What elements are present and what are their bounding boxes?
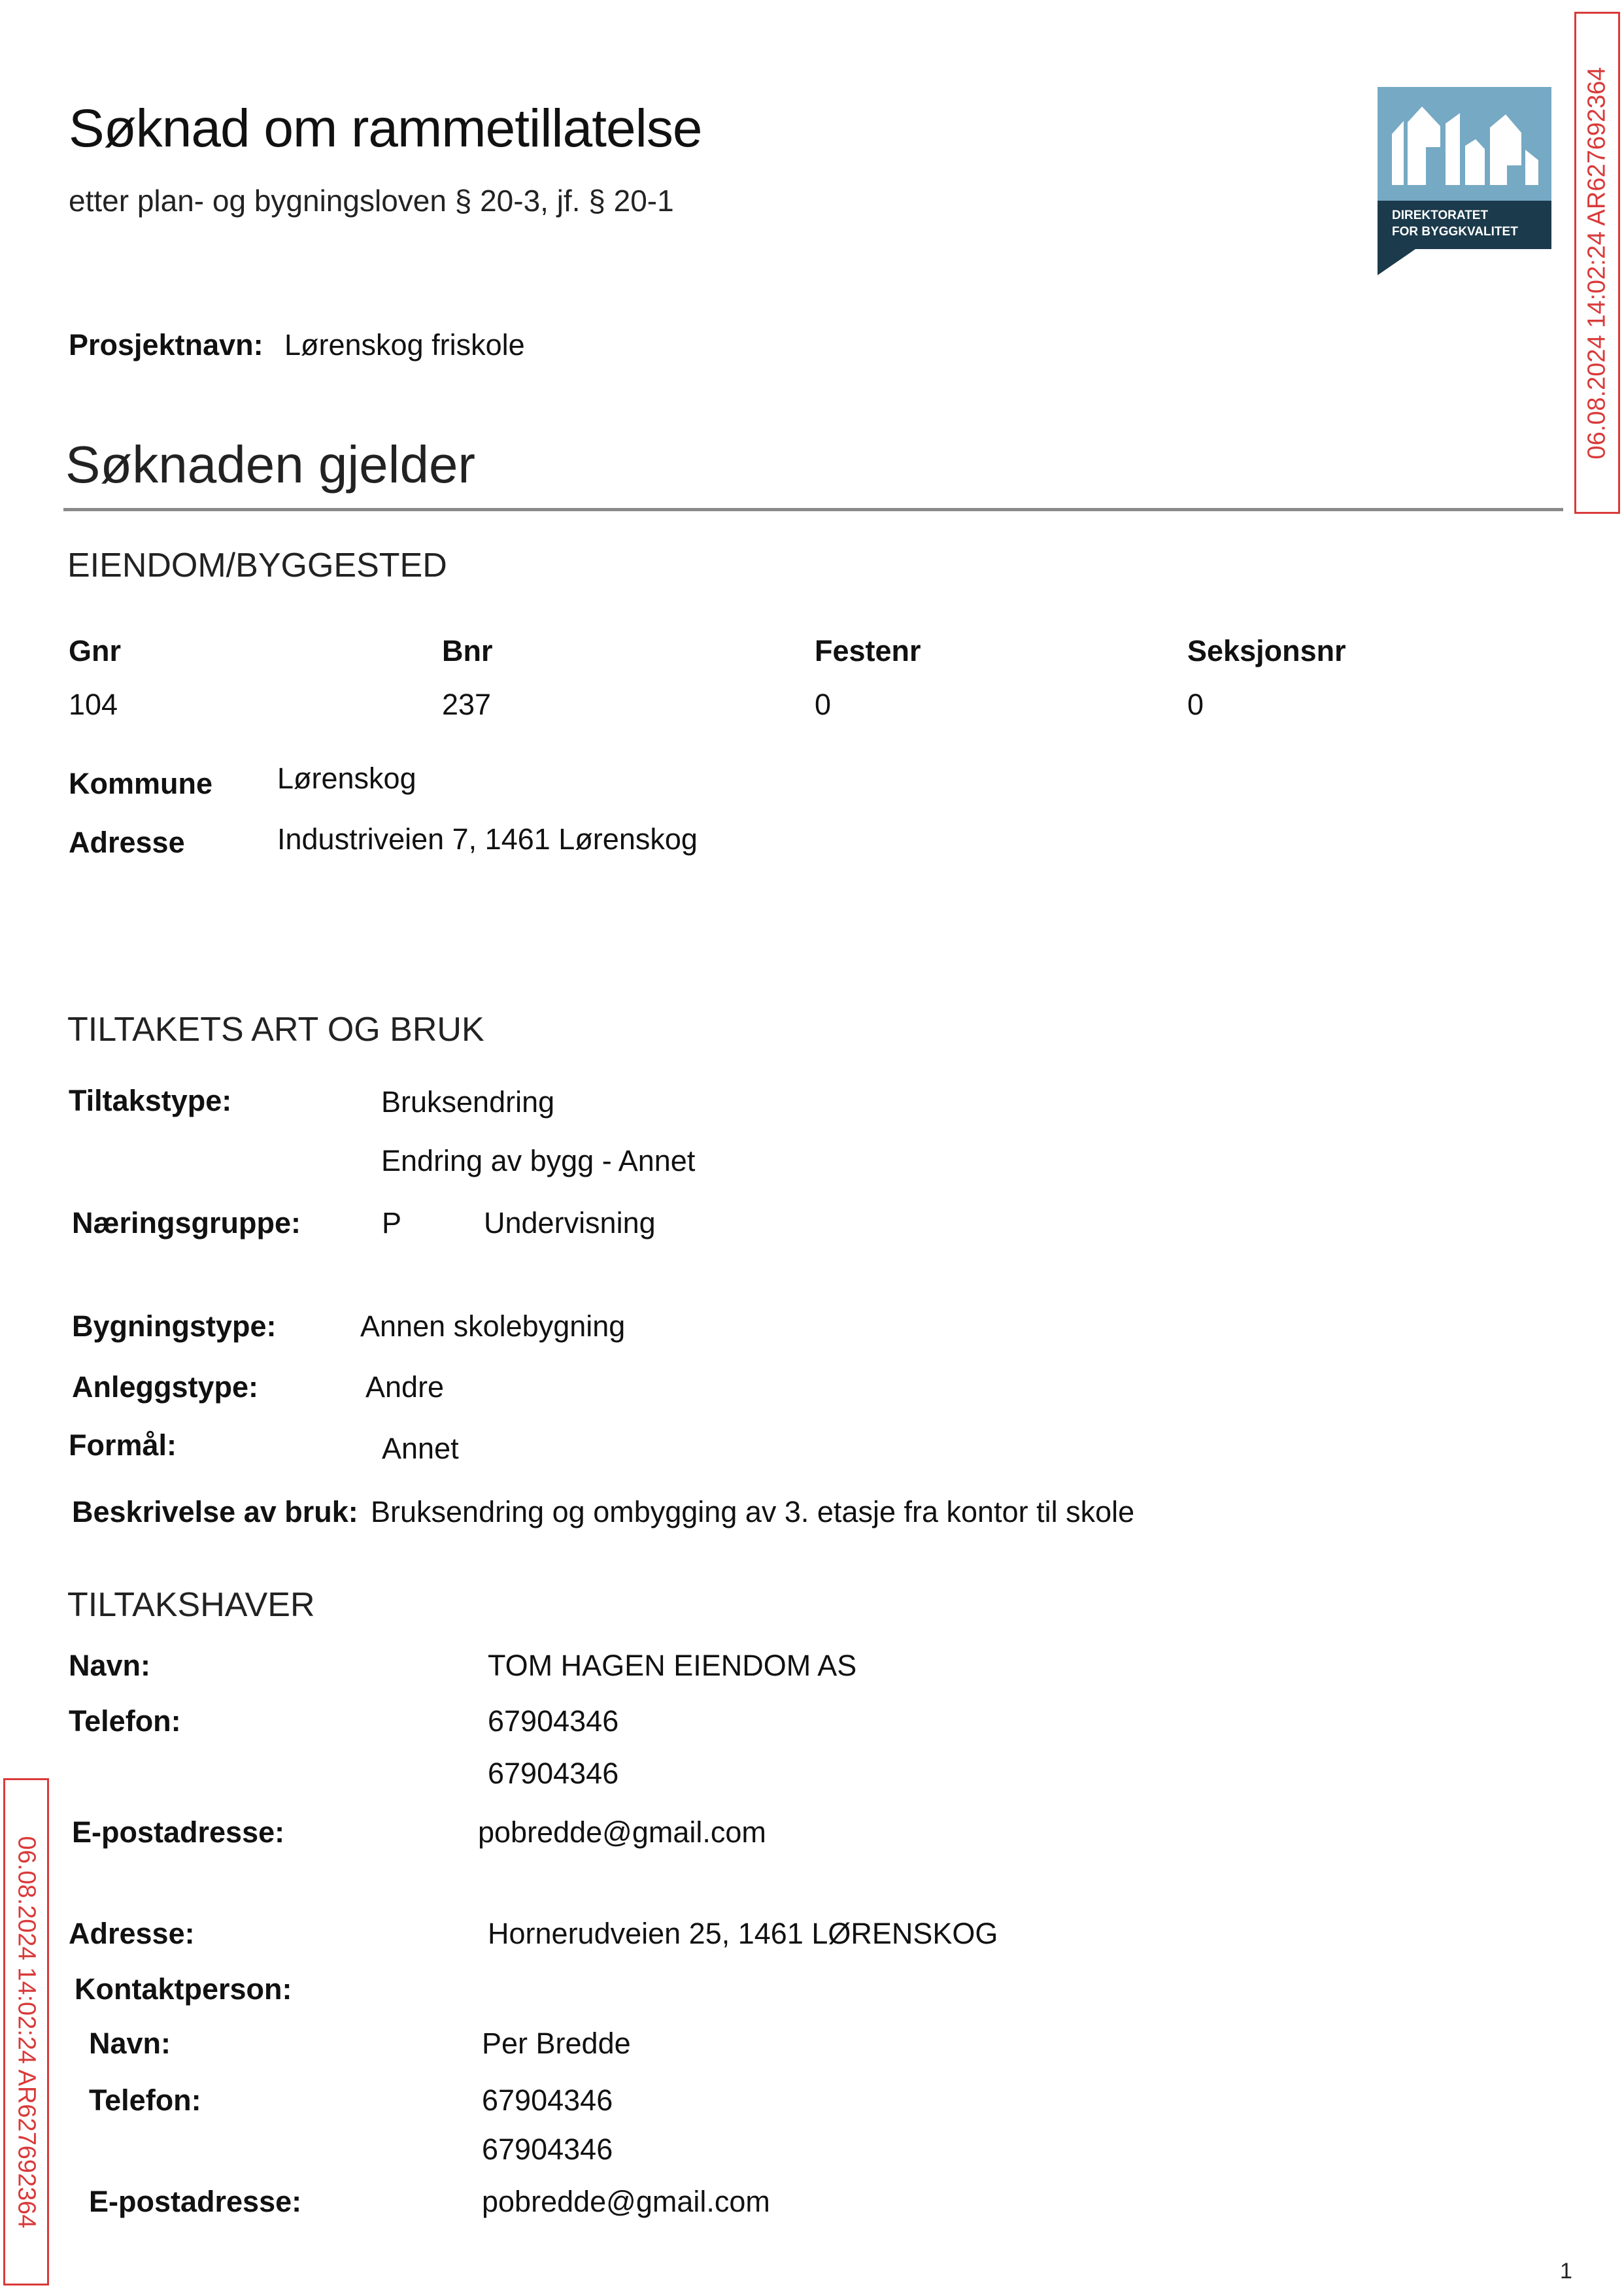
applicant-navn-value: TOM HAGEN EIENDOM AS [488, 1649, 857, 1682]
adresse-value: Industriveien 7, 1461 Lørenskog [277, 822, 698, 856]
tiltakstype-value-1: Bruksendring [381, 1085, 555, 1119]
section-heading: Søknaden gjelder [65, 435, 476, 494]
festenr-value: 0 [815, 688, 832, 721]
received-stamp-top [1574, 12, 1620, 514]
page-number: 1 [1560, 2259, 1572, 2284]
applicant-telefon-value-1: 67904346 [488, 1704, 619, 1738]
received-stamp-bottom [3, 1778, 49, 2286]
bnr-label: Bnr [442, 634, 493, 667]
applicant-epost-label: E-postadresse: [72, 1815, 285, 1849]
property-heading: EIENDOM/BYGGESTED [67, 547, 447, 584]
kommune-label: Kommune [69, 767, 213, 800]
anleggstype-value: Andre [365, 1370, 445, 1404]
beskrivelse-label: Beskrivelse av bruk: [72, 1495, 358, 1528]
anleggstype-label: Anleggstype: [72, 1370, 259, 1404]
naeringsgruppe-code: P [382, 1206, 402, 1240]
kontakt-epost-value: pobredde@gmail.com [482, 2185, 770, 2218]
logo-building-icon [1378, 87, 1551, 201]
tiltakstype-value-2: Endring av bygg - Annet [381, 1144, 696, 1177]
kontakt-telefon-value-1: 67904346 [482, 2083, 613, 2117]
tiltakstype-label: Tiltakstype: [69, 1084, 232, 1117]
kontakt-navn-label: Navn: [89, 2027, 171, 2060]
kontakt-epost-label: E-postadresse: [89, 2185, 302, 2218]
stamp-text: 06.08.2024 14:02:24 AR627692364 [1583, 66, 1611, 460]
kommune-value: Lørenskog [277, 762, 416, 795]
bygningstype-value: Annen skolebygning [360, 1309, 626, 1343]
adresse-label: Adresse [69, 826, 185, 859]
kontakt-telefon-label: Telefon: [89, 2083, 201, 2117]
logo-text-block [1378, 201, 1551, 249]
naeringsgruppe-label: Næringsgruppe: [72, 1206, 301, 1240]
project-name-value: Lørenskog friskole [284, 328, 525, 362]
applicant-heading: TILTAKSHAVER [67, 1586, 315, 1624]
stamp-text: 06.08.2024 14:02:24 AR627692364 [12, 1835, 41, 2229]
logo-flag [1378, 249, 1415, 275]
section-divider [63, 508, 1563, 511]
formal-value: Annet [382, 1432, 459, 1465]
applicant-adresse-value: Hornerudveien 25, 1461 LØRENSKOG [488, 1917, 998, 1950]
naeringsgruppe-value: Undervisning [484, 1206, 656, 1240]
gnr-label: Gnr [69, 634, 122, 667]
kontakt-navn-value: Per Bredde [482, 2027, 631, 2060]
bnr-value: 237 [442, 688, 492, 721]
seksjonsnr-label: Seksjonsnr [1187, 634, 1346, 667]
bygningstype-label: Bygningstype: [72, 1309, 277, 1343]
seksjonsnr-value: 0 [1187, 688, 1204, 721]
kontaktperson-label: Kontaktperson: [75, 1972, 292, 2006]
logo-text-line1: DIREKTORATET [1392, 209, 1489, 222]
formal-label: Formål: [69, 1428, 177, 1462]
document-subtitle: etter plan- og bygningsloven § 20-3, jf. § 20-1 [69, 184, 674, 218]
logo-building-mark [1378, 87, 1551, 201]
beskrivelse-value: Bruksendring og ombygging av 3. etasje fra kontor til skole [371, 1495, 1135, 1528]
applicant-telefon-label: Telefon: [69, 1704, 181, 1738]
festenr-label: Festenr [815, 634, 921, 667]
dibk-logo [1378, 87, 1551, 275]
applicant-epost-value: pobredde@gmail.com [478, 1815, 766, 1849]
kontakt-telefon-value-2: 67904346 [482, 2133, 613, 2166]
applicant-navn-label: Navn: [69, 1649, 151, 1682]
applicant-adresse-label: Adresse: [69, 1917, 195, 1950]
project-name-label: Prosjektnavn: [69, 328, 263, 362]
gnr-value: 104 [69, 688, 118, 721]
applicant-telefon-value-2: 67904346 [488, 1757, 619, 1790]
logo-text-line2: FOR BYGGKVALITET [1392, 225, 1518, 239]
measure-heading: TILTAKETS ART OG BRUK [67, 1011, 484, 1049]
document-title: Søknad om rammetillatelse [69, 99, 702, 158]
